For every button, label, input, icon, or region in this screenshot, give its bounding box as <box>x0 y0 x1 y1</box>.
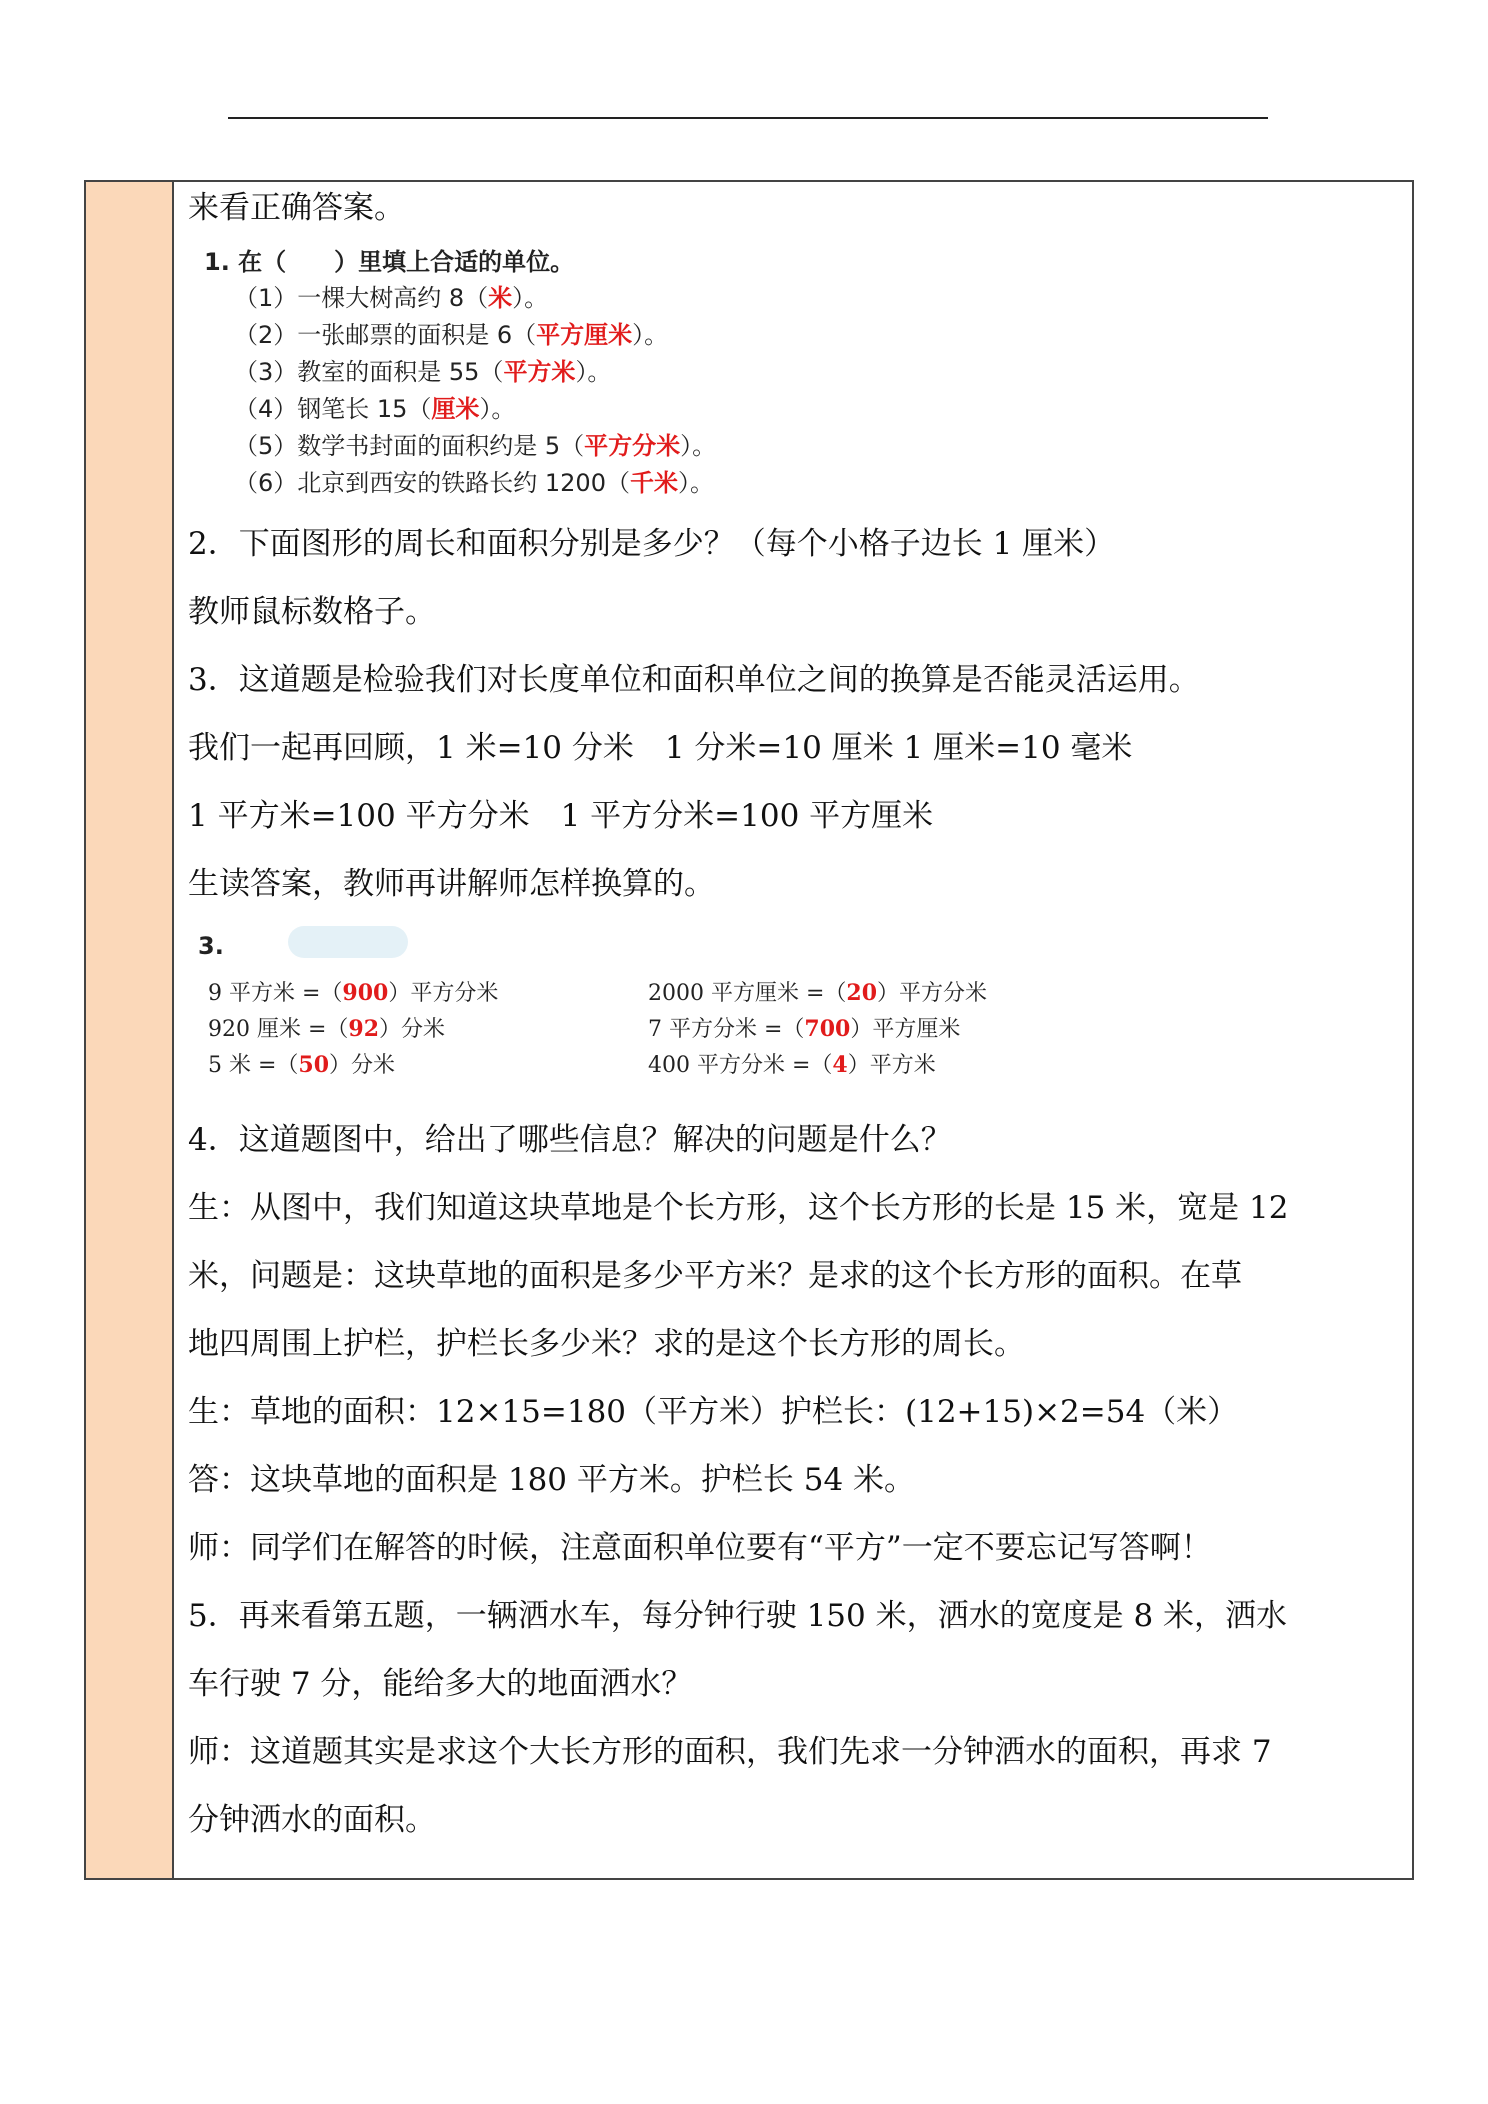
answer: 92 <box>348 1016 380 1042</box>
figure3-number: 3. <box>198 932 224 960</box>
figure1-item: （3）教室的面积是 55（平方米）。 <box>234 358 612 386</box>
answer: 平方厘米 <box>536 321 633 349</box>
text-line: 生：草地的面积：12×15=180（平方米）护栏长：(12+15)×2=54（米） <box>188 1394 1239 1430</box>
answer: 4 <box>832 1052 848 1078</box>
figure1-item: （5）数学书封面的面积约是 5（平方分米）。 <box>234 432 717 460</box>
figure1-item: （2）一张邮票的面积是 6（平方厘米）。 <box>234 321 669 349</box>
intro-line: 来看正确答案。 <box>188 190 405 226</box>
figure1-item: （4）钢笔长 15（厘米）。 <box>234 395 516 423</box>
conversion-item: 5 米 =（50）分米 <box>208 1052 396 1078</box>
text-line: 师：这道题其实是求这个大长方形的面积，我们先求一分钟洒水的面积，再求 7 <box>188 1734 1272 1770</box>
text-line: 我们一起再回顾，1 米=10 分米 1 分米=10 厘米 1 厘米=10 毫米 <box>188 730 1133 766</box>
answer: 平方分米 <box>584 432 681 460</box>
lesson-table <box>84 180 1414 1880</box>
figure1-item: （6）北京到西安的铁路长约 1200（千米）。 <box>234 469 714 497</box>
conversion-item: 2000 平方厘米 =（20）平方分米 <box>648 980 988 1006</box>
figure-unit-fill-in <box>204 242 964 512</box>
text-line: 4．这道题图中，给出了哪些信息？解决的问题是什么？ <box>188 1122 952 1158</box>
answer: 20 <box>846 980 878 1006</box>
conversion-item: 920 厘米 =（92）分米 <box>208 1016 446 1042</box>
conversion-item: 9 平方米 =（900）平方分米 <box>208 980 499 1006</box>
figure1-item: （1）一棵大树高约 8（米）。 <box>234 284 549 312</box>
conversion-item: 7 平方分米 =（700）平方厘米 <box>648 1016 961 1042</box>
text-line: 5．再来看第五题，一辆洒水车，每分钟行驶 150 米，洒水的宽度是 8 米，洒水 <box>188 1598 1288 1634</box>
answer: 米 <box>488 284 513 312</box>
text-line: 地四周围上护栏，护栏长多少米？求的是这个长方形的周长。 <box>188 1326 1025 1362</box>
text-line: 答：这块草地的面积是 180 平方米。护栏长 54 米。 <box>188 1462 916 1498</box>
text-line: 米，问题是：这块草地的面积是多少平方米？是求的这个长方形的面积。在草 <box>188 1258 1242 1294</box>
answer: 厘米 <box>431 395 480 423</box>
answer: 700 <box>804 1016 851 1042</box>
text-line: 3．这道题是检验我们对长度单位和面积单位之间的换算是否能灵活运用。 <box>188 662 1200 698</box>
left-shaded-cell <box>86 182 174 1878</box>
figure1-title: 1. 在（ ）里填上合适的单位。 <box>204 248 575 276</box>
text-line: 1 平方米=100 平方分米 1 平方分米=100 平方厘米 <box>188 798 934 834</box>
decorative-blob <box>288 926 408 958</box>
answer: 900 <box>342 980 389 1006</box>
text-line: 生：从图中，我们知道这块草地是个长方形，这个长方形的长是 15 米，宽是 12 <box>188 1190 1289 1226</box>
answer: 千米 <box>629 469 678 497</box>
answer: 平方米 <box>503 358 576 386</box>
header-rule <box>228 117 1268 119</box>
text-line: 2．下面图形的周长和面积分别是多少？（每个小格子边长 1 厘米） <box>188 526 1116 562</box>
conversion-item: 400 平方分米 =（4）平方米 <box>648 1052 936 1078</box>
text-line: 教师鼠标数格子。 <box>188 594 436 630</box>
figure-unit-conversion <box>198 932 1118 1092</box>
answer: 50 <box>298 1052 330 1078</box>
text-line: 生读答案，教师再讲解师怎样换算的。 <box>188 866 715 902</box>
text-line: 师：同学们在解答的时候，注意面积单位要有“平方”一定不要忘记写答啊！ <box>188 1530 1212 1566</box>
text-line: 分钟洒水的面积。 <box>188 1802 436 1838</box>
text-line: 车行驶 7 分，能给多大的地面洒水？ <box>188 1666 693 1702</box>
